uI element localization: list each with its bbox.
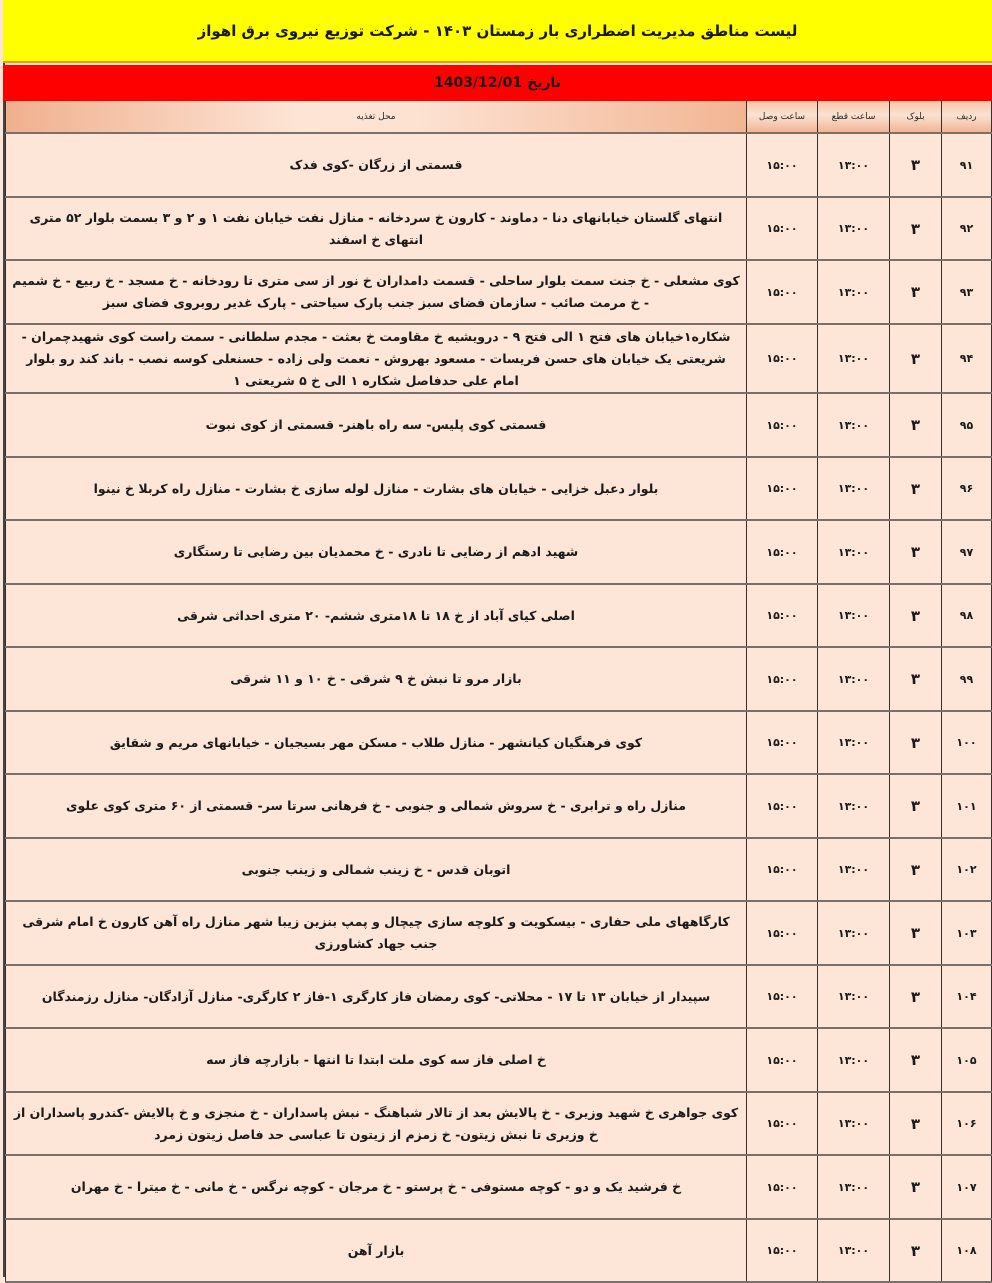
block-cell: ۳ [890, 393, 942, 457]
cut-time-cell: ۱۳:۰۰ [818, 1028, 890, 1092]
restore-time-cell: ۱۵:۰۰ [747, 457, 818, 520]
block-cell: ۳ [890, 965, 942, 1028]
date-value: 1403/12/01 [433, 75, 523, 91]
table-row [6, 1155, 992, 1219]
block-cell: ۳ [890, 584, 942, 647]
restore-time-cell: ۱۵:۰۰ [747, 965, 818, 1028]
row-number-cell: ۹۴ [942, 324, 992, 393]
restore-time-cell: ۱۵:۰۰ [747, 711, 818, 774]
row-number-cell: ۱۰۳ [942, 901, 992, 965]
table-header-row [6, 101, 992, 133]
date-label: تاریخ [527, 75, 562, 91]
restore-time-cell: ۱۵:۰۰ [747, 197, 818, 260]
table-row [6, 901, 992, 965]
cut-time-cell: ۱۳:۰۰ [818, 1155, 890, 1219]
row-number-cell: ۱۰۸ [942, 1219, 992, 1282]
block-cell: ۳ [890, 1028, 942, 1092]
location-cell: اتوبان قدس - خ زینب شمالی و زینب جنوبی [6, 838, 747, 901]
restore-time-cell: ۱۵:۰۰ [747, 260, 818, 324]
block-cell: ۳ [890, 838, 942, 901]
document-title-text: لیست مناطق مدیریت اضطراری بار زمستان ۱۴۰۳ - شرکت توزیع نیروی برق اهواز [197, 21, 798, 40]
location-cell: کارگاههای ملی حفاری - بیسکویت و کلوچه سازی چیچال و پمپ بنزین زیبا شهر منازل راه آهن کارون خ امام شرقی جنب جهاد کشاورزی [6, 901, 747, 965]
table-row [6, 393, 992, 457]
location-cell: منازل راه و ترابری - خ سروش شمالی و جنوبی - خ فرهانی سرتا سر- قسمتی از ۶۰ متری کوی علوی [6, 774, 747, 838]
row-number-cell: ۹۱ [942, 133, 992, 197]
cut-time-cell: ۱۳:۰۰ [818, 197, 890, 260]
location-cell: قسمتی از زرگان -کوی فدک [6, 133, 747, 197]
row-number-cell: ۹۵ [942, 393, 992, 457]
block-cell: ۳ [890, 711, 942, 774]
location-cell: قسمتی کوی پلیس- سه راه باهنر- قسمتی از کوی نبوت [6, 393, 747, 457]
restore-time-cell: ۱۵:۰۰ [747, 324, 818, 393]
table-row [6, 197, 992, 260]
restore-time-cell: ۱۵:۰۰ [747, 393, 818, 457]
restore-time-cell: ۱۵:۰۰ [747, 1155, 818, 1219]
location-cell: شهید ادهم از رضایی تا نادری - خ محمدیان بین رضایی تا رستگاری [6, 520, 747, 584]
column-header-location: محل تغذیه [6, 101, 747, 133]
location-cell: کوی جواهری خ شهید وزیری - خ پالایش بعد از تالار شباهنگ - نبش پاسداران - خ منجزی و خ پالایش -کندرو پاسداران از خ وزیری تا نبش زیتون- خ زمزم از زیتون تا عباسی حد فاصل زیتون زمرد [6, 1092, 747, 1155]
table-row [6, 647, 992, 711]
cut-time-cell: ۱۳:۰۰ [818, 457, 890, 520]
row-number-cell: ۱۰۵ [942, 1028, 992, 1092]
cut-time-cell: ۱۳:۰۰ [818, 774, 890, 838]
column-header-restore-time: ساعت وصل [747, 101, 818, 133]
restore-time-cell: ۱۵:۰۰ [747, 1092, 818, 1155]
date-banner [3, 65, 992, 101]
restore-time-cell: ۱۵:۰۰ [747, 1028, 818, 1092]
block-cell: ۳ [890, 774, 942, 838]
location-cell: کوی مشعلی - خ جنت سمت بلوار ساحلی - قسمت دامداران خ نور از سی متری تا رودخانه - خ مسجد - خ ربیع - خ شمیم - خ مرمت صائب - سازمان فضای سبز جنب پارک سیاحتی - پارک غدیر روبروی فضای سبز [6, 260, 747, 324]
table-row [6, 457, 992, 520]
cut-time-cell: ۱۳:۰۰ [818, 520, 890, 584]
location-cell: شکاره۱خیابان های فتح ۱ الی فتح ۹ - درویشیه خ مقاومت خ بعثت - مجدم سلطانی - سمت راست کوی شهیدچمران - شریعتی یک خیابان های حسن فریسات - مسعود بهروش - نعمت ولی زاده - حسنعلی کوسه نصب - باند کند رو بلوار امام علی حدفاصل شکاره ۱ الی خ ۵ شریعتی ۱ [6, 324, 747, 393]
cut-time-cell: ۱۳:۰۰ [818, 324, 890, 393]
block-cell: ۳ [890, 324, 942, 393]
block-cell: ۳ [890, 901, 942, 965]
table-row [6, 965, 992, 1028]
table-body [6, 133, 992, 1282]
table-row [6, 1028, 992, 1092]
restore-time-cell: ۱۵:۰۰ [747, 133, 818, 197]
row-number-cell: ۹۳ [942, 260, 992, 324]
cut-time-cell: ۱۳:۰۰ [818, 260, 890, 324]
location-cell: بازار آهن [6, 1219, 747, 1282]
row-number-cell: ۱۰۶ [942, 1092, 992, 1155]
row-number-cell: ۹۲ [942, 197, 992, 260]
restore-time-cell: ۱۵:۰۰ [747, 1219, 818, 1282]
location-cell: اصلی کیای آباد از خ ۱۸ تا ۱۸متری ششم- ۲۰ متری احداثی شرقی [6, 584, 747, 647]
restore-time-cell: ۱۵:۰۰ [747, 647, 818, 711]
row-number-cell: ۱۰۰ [942, 711, 992, 774]
block-cell: ۳ [890, 647, 942, 711]
table-row [6, 260, 992, 324]
row-number-cell: ۱۰۲ [942, 838, 992, 901]
location-cell: خ اصلی فاز سه کوی ملت ابتدا تا انتها - بازارچه فاز سه [6, 1028, 747, 1092]
location-cell: خ فرشید یک و دو - کوچه مستوفی - خ پرستو - خ مرجان - کوچه نرگس - خ مانی - خ میترا - خ مهران [6, 1155, 747, 1219]
block-cell: ۳ [890, 1219, 942, 1282]
cut-time-cell: ۱۳:۰۰ [818, 901, 890, 965]
location-cell: سپیدار از خیابان ۱۳ تا ۱۷ - محلاتی- کوی رمضان فاز کارگری ۱-فاز ۲ کارگری- منازل آزادگان- منازل رزمندگان [6, 965, 747, 1028]
column-header-cut-time: ساعت قطع [818, 101, 890, 133]
restore-time-cell: ۱۵:۰۰ [747, 838, 818, 901]
block-cell: ۳ [890, 133, 942, 197]
row-number-cell: ۹۸ [942, 584, 992, 647]
row-number-cell: ۹۷ [942, 520, 992, 584]
row-number-cell: ۹۶ [942, 457, 992, 520]
cut-time-cell: ۱۳:۰۰ [818, 584, 890, 647]
table-row [6, 584, 992, 647]
outage-schedule-table [5, 101, 992, 1283]
cut-time-cell: ۱۳:۰۰ [818, 711, 890, 774]
block-cell: ۳ [890, 197, 942, 260]
cut-time-cell: ۱۳:۰۰ [818, 1219, 890, 1282]
table-row [6, 1219, 992, 1282]
restore-time-cell: ۱۵:۰۰ [747, 901, 818, 965]
location-cell: کوی فرهنگیان کیانشهر - منازل طلاب - مسکن مهر بسیجیان - خیابانهای مریم و شقایق [6, 711, 747, 774]
block-cell: ۳ [890, 520, 942, 584]
restore-time-cell: ۱۵:۰۰ [747, 774, 818, 838]
table-row [6, 774, 992, 838]
cut-time-cell: ۱۳:۰۰ [818, 1092, 890, 1155]
restore-time-cell: ۱۵:۰۰ [747, 520, 818, 584]
table-row [6, 838, 992, 901]
column-header-row-number: ردیف [942, 101, 992, 133]
block-cell: ۳ [890, 1155, 942, 1219]
location-cell: بلوار دعبل خزایی - خیابان های بشارت - منازل لوله سازی خ بشارت - منازل راه کربلا خ نینوا [6, 457, 747, 520]
cut-time-cell: ۱۳:۰۰ [818, 133, 890, 197]
restore-time-cell: ۱۵:۰۰ [747, 584, 818, 647]
row-number-cell: ۱۰۱ [942, 774, 992, 838]
row-number-cell: ۱۰۷ [942, 1155, 992, 1219]
location-cell: بازار مرو تا نبش خ ۹ شرقی - خ ۱۰ و ۱۱ شرقی [6, 647, 747, 711]
block-cell: ۳ [890, 260, 942, 324]
block-cell: ۳ [890, 457, 942, 520]
row-number-cell: ۱۰۴ [942, 965, 992, 1028]
block-cell: ۳ [890, 1092, 942, 1155]
table-row [6, 520, 992, 584]
cut-time-cell: ۱۳:۰۰ [818, 965, 890, 1028]
cut-time-cell: ۱۳:۰۰ [818, 647, 890, 711]
table-row [6, 133, 992, 197]
table-row [6, 324, 992, 393]
cut-time-cell: ۱۳:۰۰ [818, 393, 890, 457]
table-row [6, 1092, 992, 1155]
row-number-cell: ۹۹ [942, 647, 992, 711]
column-header-block: بلوک [890, 101, 942, 133]
document-title [3, 0, 992, 63]
location-cell: انتهای گلستان خیابانهای دنا - دماوند - کارون خ سردخانه - منازل نفت خیابان نفت ۱ و ۲ و ۳ بسمت بلوار ۵۲ متری انتهای خ اسفند [6, 197, 747, 260]
table-row [6, 711, 992, 774]
cut-time-cell: ۱۳:۰۰ [818, 838, 890, 901]
